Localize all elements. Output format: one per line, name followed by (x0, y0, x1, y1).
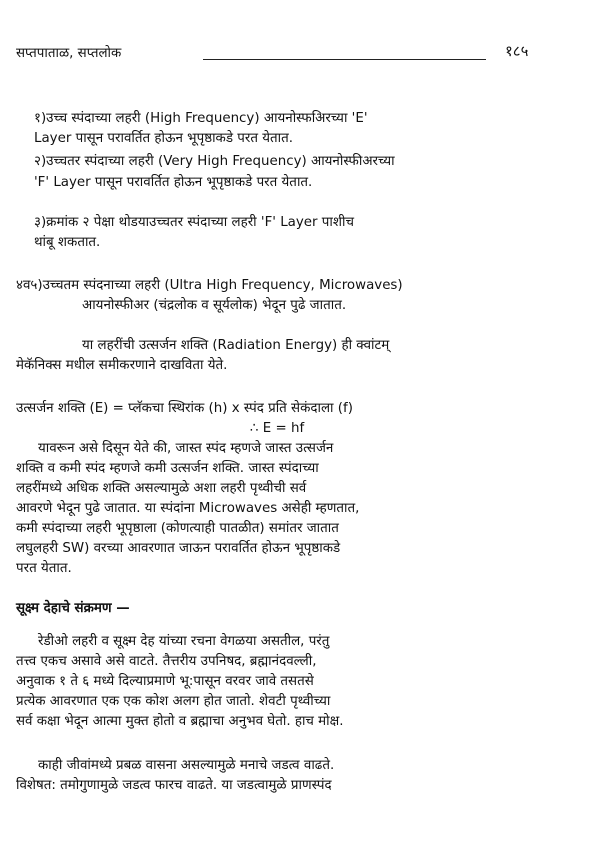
paragraph-subtle-line-4: प्रत्येक आवरणात एक एक कोश अलग होत जातो. शेवटी पृथ्वीच्या (16, 694, 331, 709)
paragraph-last-line-1: काही जीवांमध्ये प्रबळ वासना असल्यामुळे मनाचे जडत्व वाढते. (38, 758, 335, 773)
paragraph-body-line-7: परत येतात. (16, 561, 72, 576)
formula-line: उत्सर्जन शक्ति (E) = प्लॅकचा स्थिरांक (h) x स्पंद प्रति सेकंदाला (f) (16, 401, 353, 416)
paragraph-body-line-4: आवरणे भेदून पुढे जातात. या स्पंदांना Microwaves असेही म्हणतात, (16, 501, 360, 516)
paragraph-subtle-line-2: तत्त्व एकच असावे असे वाटते. तैत्तरीय उपनिषद, ब्रह्मानंदवल्ली, (16, 654, 317, 669)
list-item-1-line-1: १)उच्च स्पंदाच्या लहरी (High Frequency) आयनोस्फअिरच्या 'E' (34, 111, 368, 126)
paragraph-body-line-3: लहरींमध्ये अधिक शक्ति असल्यामुळे अशा लहरी पृथ्वीची सर्व (16, 481, 307, 496)
paragraph-body-line-1: यावरून असे दिसून येते की, जास्त स्पंद म्हणजे जास्त उत्सर्जन (38, 441, 334, 456)
list-item-4-line-1: ४व५)उच्चतम स्पंदनाच्या लहरी (Ultra High Frequency, Microwaves) (16, 278, 403, 293)
paragraph-subtle-line-1: रेडीओ लहरी व सूक्ष्म देह यांच्या रचना वेगळया असतील, परंतु (38, 634, 330, 649)
paragraph-body-line-6: लघुलहरी SW) वरच्या आवरणात जाऊन परावर्तित होऊन भूपृष्ठाकडे (16, 541, 341, 556)
paragraph-radiation-line-1: या लहरींची उत्सर्जन शक्ति (Radiation Energy) ही क्वांटम् (82, 338, 390, 353)
page-number: १८५ (505, 42, 529, 60)
list-item-3-line-1: ३)क्रमांक २ पेक्षा थोडयाउच्चतर स्पंदाच्या लहरी 'F' Layer पाशीच (34, 215, 354, 230)
paragraph-subtle-line-5: सर्व कक्षा भेदून आत्मा मुक्त होतो व ब्रह्माचा अनुभव घेतो. हाच मोक्ष. (16, 714, 344, 729)
section-heading: सूक्ष्म देहाचे संक्रमण — (16, 601, 130, 616)
paragraph-radiation-line-2: मेकॅनिक्स मधील समीकरणाने दाखविता येते. (16, 358, 228, 373)
paragraph-subtle-line-3: अनुवाक १ ते ६ मध्ये दिल्याप्रमाणे भू:पासून वरवर जावे तसतसे (16, 674, 314, 689)
header-rule (203, 59, 486, 60)
list-item-2-line-2: 'F' Layer पासून परावर्तित होऊन भूपृष्ठाकडे परत येतात. (34, 175, 313, 190)
running-header-title: सप्तपाताळ, सप्तलोक (16, 46, 122, 61)
list-item-3-line-2: थांबू शकतात. (34, 235, 101, 250)
paragraph-body-line-5: कमी स्पंदाच्या लहरी भूपृष्ठाला (कोणत्याही पातळीत) समांतर जातात (16, 521, 339, 536)
list-item-1-line-2: Layer पासून परावर्तित होऊन भूपृष्ठाकडे परत येतात. (34, 131, 293, 146)
paragraph-last-line-2: विशेषत: तमोगुणामुळे जडत्व फारच वाढते. या जडत्वामुळे प्राणस्पंद (16, 778, 332, 793)
formula-result: ∴ E = hf (250, 421, 305, 436)
list-item-2-line-1: २)उच्चतर स्पंदाच्या लहरी (Very High Frequency) आयनोस्फीअरच्या (34, 154, 395, 169)
paragraph-body-line-2: शक्ति व कमी स्पंद म्हणजे कमी उत्सर्जन शक्ति. जास्त स्पंदाच्या (16, 461, 319, 476)
list-item-4-line-2: आयनोस्फीअर (चंद्रलोक व सूर्यलोक) भेदून पुढे जातात. (82, 298, 347, 313)
